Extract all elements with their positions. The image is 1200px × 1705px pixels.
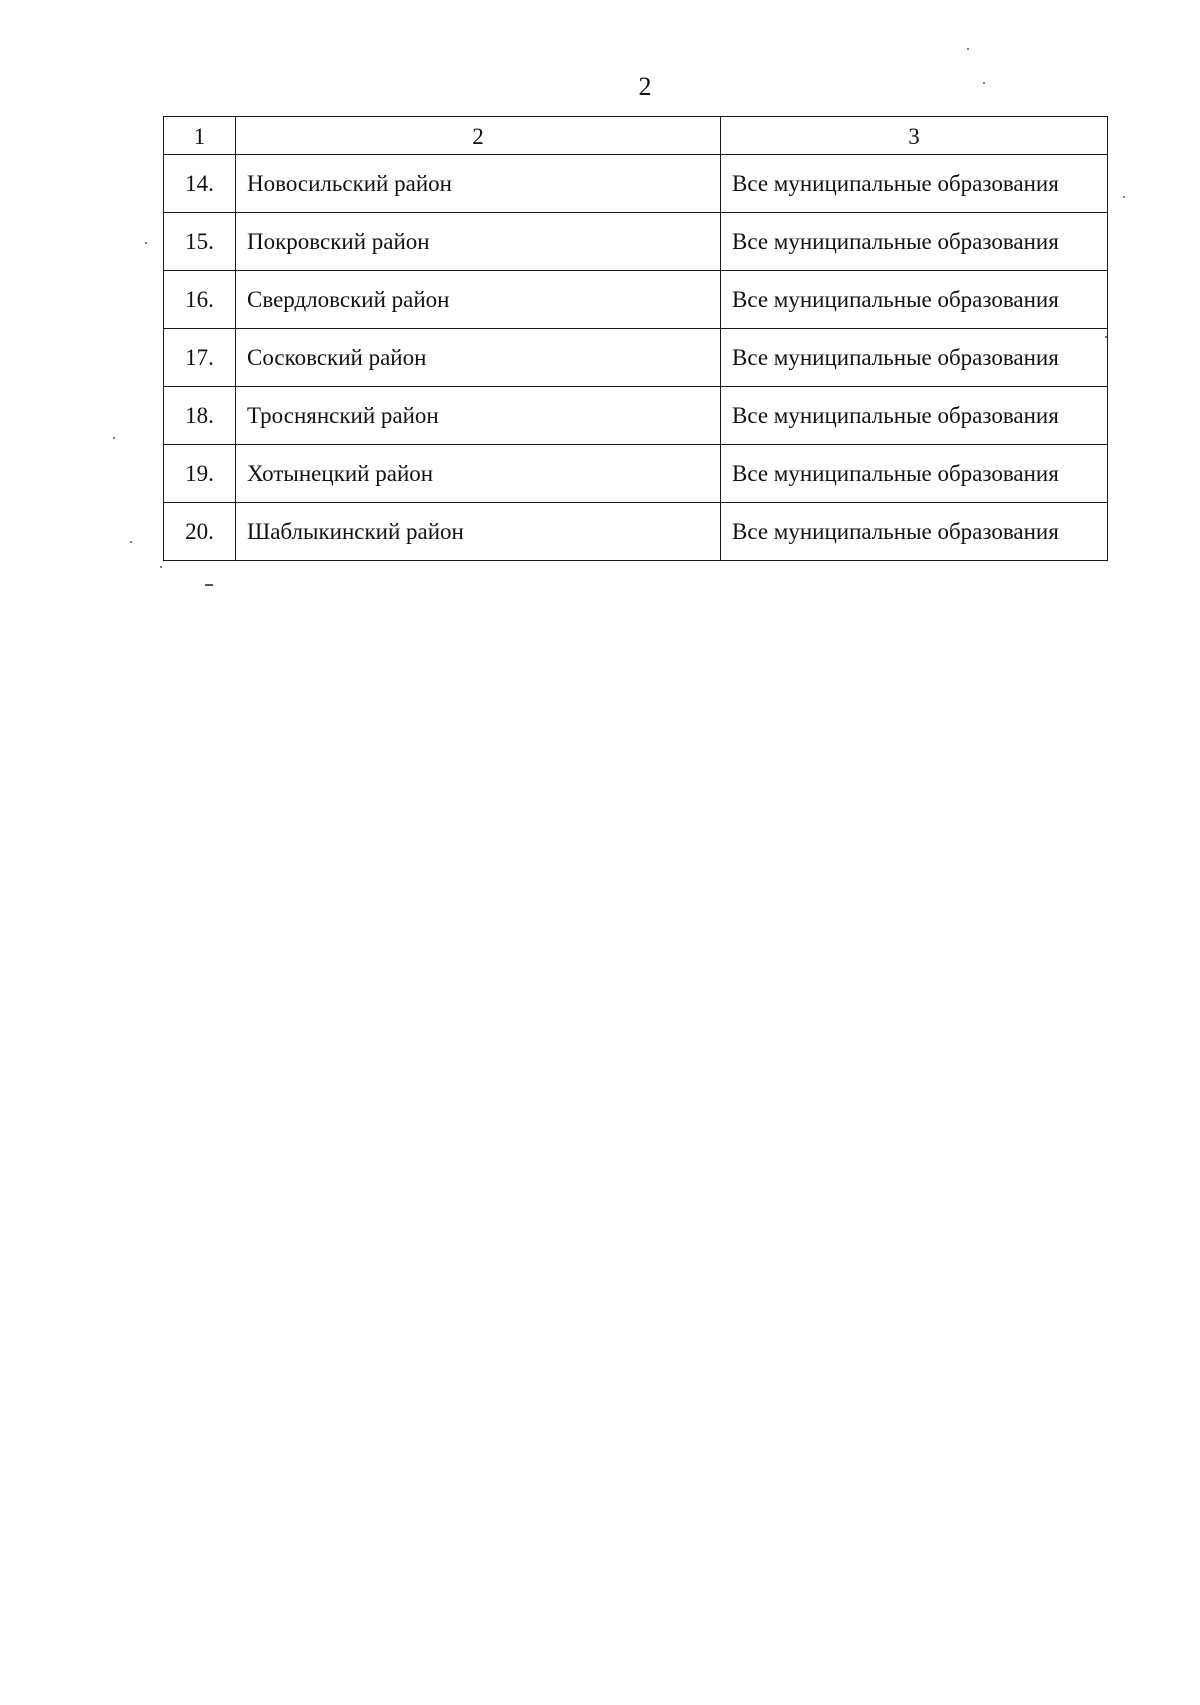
- table-row: [164, 329, 1108, 387]
- district-name: Свердловский район: [236, 271, 721, 329]
- table-row: [164, 445, 1108, 503]
- districts-table: [163, 116, 1108, 561]
- table-body: [164, 117, 1108, 561]
- municipal-scope: Все муниципальные образования: [721, 271, 1108, 329]
- row-number: 20.: [164, 503, 236, 561]
- table-row: [164, 213, 1108, 271]
- scan-speck: [1105, 336, 1107, 338]
- row-number: 17.: [164, 329, 236, 387]
- district-name: Сосковский район: [236, 329, 721, 387]
- scan-speck: [160, 566, 162, 568]
- page-number: 2: [638, 72, 652, 101]
- table-row: [164, 271, 1108, 329]
- table-row: [164, 387, 1108, 445]
- header-col-3: 3: [721, 117, 1108, 155]
- district-name: Новосильский район: [236, 155, 721, 213]
- district-name: Хотынецкий район: [236, 445, 721, 503]
- scan-speck: [967, 48, 969, 50]
- scan-speck: [1123, 196, 1125, 198]
- row-number: 14.: [164, 155, 236, 213]
- municipal-scope: Все муниципальные образования: [721, 503, 1108, 561]
- municipal-scope: Все муниципальные образования: [721, 445, 1108, 503]
- municipal-scope: Все муниципальные образования: [721, 213, 1108, 271]
- scan-speck: [113, 437, 115, 439]
- table-header-row: [164, 117, 1108, 155]
- scan-speck: [205, 584, 213, 586]
- district-name: Троснянский район: [236, 387, 721, 445]
- scan-speck: [145, 242, 147, 244]
- municipal-scope: Все муниципальные образования: [721, 387, 1108, 445]
- table-row: [164, 155, 1108, 213]
- row-number: 18.: [164, 387, 236, 445]
- row-number: 16.: [164, 271, 236, 329]
- header-col-2: 2: [236, 117, 721, 155]
- scan-speck: [130, 541, 132, 543]
- table-row: [164, 503, 1108, 561]
- municipal-scope: Все муниципальные образования: [721, 155, 1108, 213]
- row-number: 15.: [164, 213, 236, 271]
- district-name: Покровский район: [236, 213, 721, 271]
- scan-speck: [983, 82, 985, 84]
- municipal-scope: Все муниципальные образования: [721, 329, 1108, 387]
- row-number: 19.: [164, 445, 236, 503]
- header-col-1: 1: [164, 117, 236, 155]
- district-name: Шаблыкинский район: [236, 503, 721, 561]
